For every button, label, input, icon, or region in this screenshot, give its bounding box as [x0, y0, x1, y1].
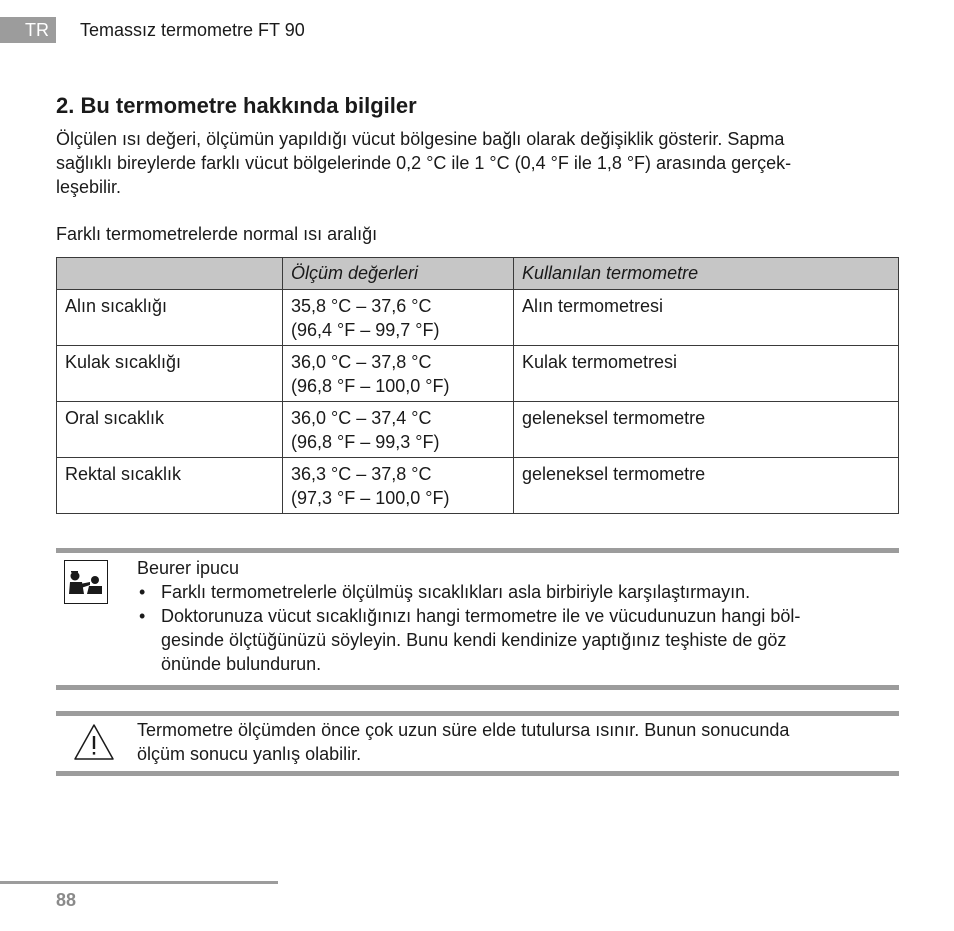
tip-line: Farklı termometrelerle ölçülmüş sıcaklıkları asla birbiriyle karşılaştırmayın. [161, 582, 751, 602]
tip-title: Beurer ipucu [137, 558, 240, 578]
temperature-range-table [56, 257, 899, 514]
cell-site: Oral sıcaklık [57, 402, 283, 458]
table-header-thermometer: Kullanılan termometre [514, 258, 899, 290]
cell-fahrenheit: (96,8 °F – 100,0 °F) [291, 376, 450, 396]
list-item [137, 604, 800, 676]
doctor-tip-icon [64, 560, 108, 604]
cell-fahrenheit: (96,8 °F – 99,3 °F) [291, 432, 440, 452]
table-header-site [57, 258, 283, 290]
cell-values [283, 458, 514, 514]
document-title: Temassız termometre FT 90 [80, 20, 305, 40]
cell-thermometer: geleneksel termometre [514, 402, 899, 458]
intro-line: Ölçülen ısı değeri, ölçümün yapıldığı vücut bölgesine bağlı olarak değişiklik gösterir. Sapma [56, 129, 785, 149]
table-header-values: Ölçüm değerleri [283, 258, 514, 290]
bullet: • [139, 582, 146, 602]
cell-celsius: 36,0 °C – 37,8 °C [291, 352, 432, 372]
cell-celsius: 36,3 °C – 37,8 °C [291, 464, 432, 484]
tip-line: önünde bulundurun. [161, 654, 322, 674]
table-row [57, 458, 899, 514]
table-row [57, 290, 899, 346]
tip-top-rule [56, 548, 899, 553]
page-number: 88 [56, 890, 77, 910]
tip-bottom-rule [56, 685, 899, 690]
cell-site: Kulak sıcaklığı [57, 346, 283, 402]
cell-values [283, 346, 514, 402]
warning-line: ölçüm sonucu yanlış olabilir. [137, 744, 362, 764]
warning-bottom-rule [56, 771, 899, 776]
table-header-row [57, 258, 899, 290]
intro-paragraph [56, 127, 906, 199]
table-row [57, 346, 899, 402]
cell-celsius: 35,8 °C – 37,6 °C [291, 296, 432, 316]
footer-rule [0, 881, 278, 884]
intro-line: sağlıklı bireylerde farklı vücut bölgelerinde 0,2 °C ile 1 °C (0,4 °F ile 1,8 °F) arasında gerçek- [56, 153, 792, 173]
table-row [57, 402, 899, 458]
section-heading: 2. Bu termometre hakkında bilgiler [56, 93, 417, 118]
warning-text [137, 718, 789, 766]
cell-site: Alın sıcaklığı [57, 290, 283, 346]
warning-line: Termometre ölçümden önce çok uzun süre elde tutulursa ısınır. Bunun sonucunda [137, 720, 790, 740]
cell-values [283, 402, 514, 458]
warning-triangle-icon [72, 722, 116, 762]
cell-site: Rektal sıcaklık [57, 458, 283, 514]
cell-thermometer: Kulak termometresi [514, 346, 899, 402]
language-badge: TR [0, 17, 56, 43]
table-caption: Farklı termometrelerde normal ısı aralığı [56, 224, 378, 244]
list-item [137, 580, 800, 604]
tip-list [137, 580, 800, 676]
cell-thermometer: geleneksel termometre [514, 458, 899, 514]
warning-top-rule [56, 711, 899, 716]
cell-thermometer: Alın termometresi [514, 290, 899, 346]
tip-line: gesinde ölçtüğünüzü söyleyin. Bunu kendi kendinize yaptığınız teşhiste de göz [161, 630, 787, 650]
intro-line: leşebilir. [56, 177, 122, 197]
tip-line: Doktorunuza vücut sıcaklığınızı hangi termometre ile ve vücudunuzun hangi böl- [161, 606, 801, 626]
cell-fahrenheit: (96,4 °F – 99,7 °F) [291, 320, 440, 340]
bullet: • [139, 606, 146, 626]
cell-fahrenheit: (97,3 °F – 100,0 °F) [291, 488, 450, 508]
cell-celsius: 36,0 °C – 37,4 °C [291, 408, 432, 428]
cell-values [283, 290, 514, 346]
